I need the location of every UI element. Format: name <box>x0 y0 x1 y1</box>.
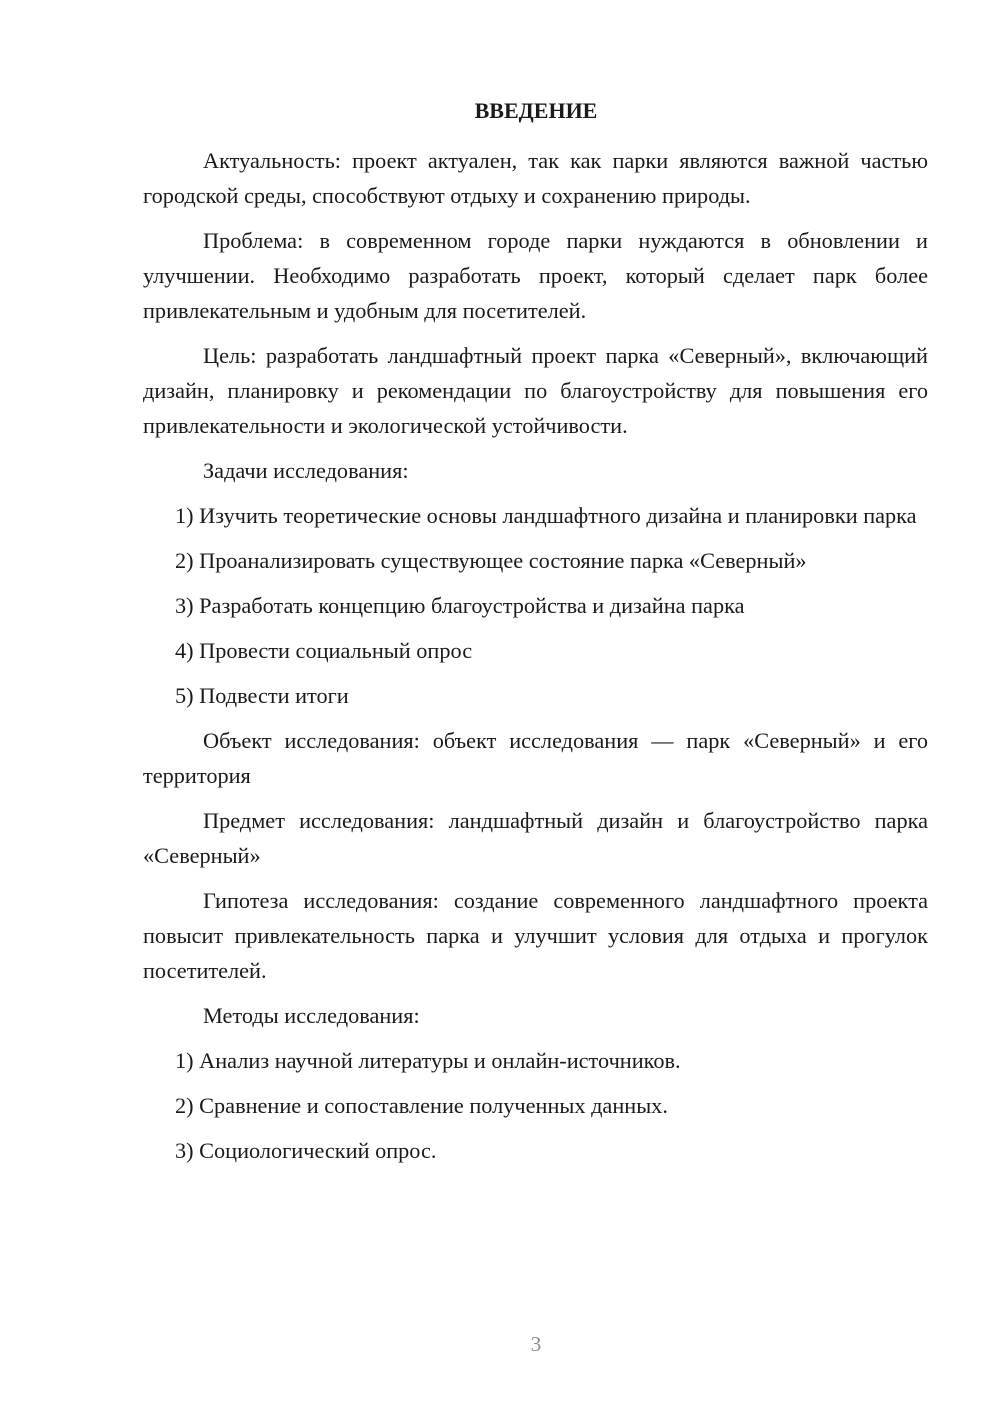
task-item-3: 3) Разработать концепцию благоустройства и дизайна парка <box>175 593 745 618</box>
task-item-4: 4) Провести социальный опрос <box>175 638 473 663</box>
problem-paragraph: Проблема: в современном городе парки нуждаются в обновлении и улучшении. Необходимо разработать проект, который сделает парк более привлекательным и удобным для посетителей. <box>143 228 928 323</box>
subject-paragraph: Предмет исследования: ландшафтный дизайн и благоустройство парка «Северный» <box>143 808 928 868</box>
page-number: 3 <box>530 1332 542 1356</box>
task-item-5: 5) Подвести итоги <box>175 683 349 708</box>
method-item-3: 3) Социологический опрос. <box>175 1138 437 1163</box>
hypothesis-paragraph: Гипотеза исследования: создание современного ландшафтного проекта повысит привлекательность парка и улучшит условия для отдыха и прогулок посетителей. <box>143 888 928 983</box>
relevance-paragraph: Актуальность: проект актуален, так как парки являются важной частью городской среды, способствуют отдыху и сохранению природы. <box>143 148 928 208</box>
page-title: ВВЕДЕНИЕ <box>474 98 598 123</box>
methods-heading: Методы исследования: <box>203 1003 420 1028</box>
object-paragraph: Объект исследования: объект исследования — парк «Северный» и его территория <box>143 728 928 788</box>
task-item-2: 2) Проанализировать существующее состояние парка «Северный» <box>175 548 807 573</box>
method-item-1: 1) Анализ научной литературы и онлайн-источников. <box>175 1048 681 1073</box>
method-item-2: 2) Сравнение и сопоставление полученных данных. <box>175 1093 668 1118</box>
tasks-heading: Задачи исследования: <box>203 458 409 483</box>
goal-paragraph: Цель: разработать ландшафтный проект парка «Северный», включающий дизайн, планировку и рекомендации по благоустройству для повышения его привлекательности и экологической устойчивости. <box>143 343 928 438</box>
task-item-1: 1) Изучить теоретические основы ландшафтного дизайна и планировки парка <box>175 503 917 528</box>
document-body <box>143 143 928 1178</box>
